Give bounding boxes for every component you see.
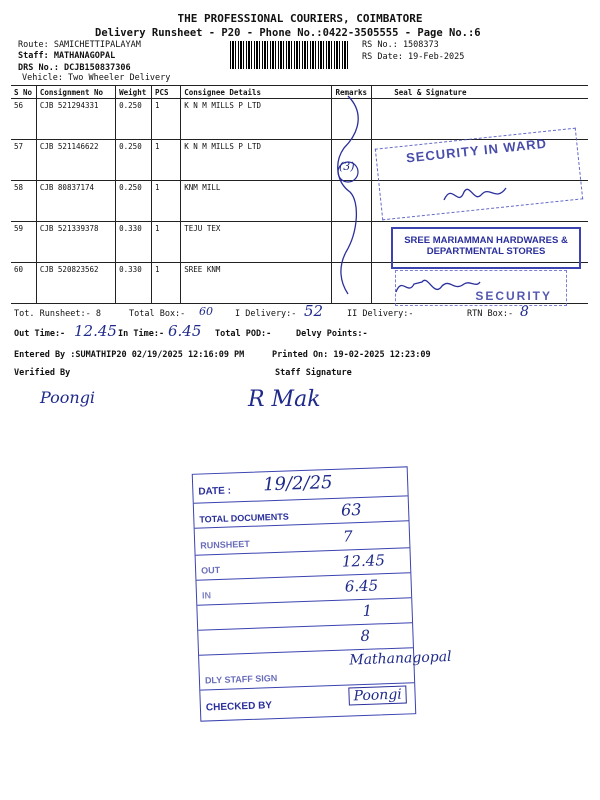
verified-signature: Poongi [40,388,96,407]
stamp-date-label: DATE : [198,485,232,498]
stamp-in-value: 6.45 [344,576,379,596]
cell-pcs: 1 [151,140,180,181]
stamp-out-value: 12.45 [341,551,386,571]
stamp-dly-staff-label: DLY STAFF SIGN [204,672,278,686]
col-pcs: PCS [151,86,180,99]
cell-consignment: CJB 521146622 [36,140,115,181]
receipt-stamp-box [192,466,452,721]
drs-number: DRS No.: DCJB150837306 [18,63,131,73]
stamp-checked-by-label: CHECKED BY [205,700,273,714]
sree-mariamman-stamp [391,227,581,269]
route-label: Route: SAMICHETTIPALAYAM [18,40,141,50]
security-inward-text: SECURITY IN WARD [405,135,548,166]
sree-mariamman-line1: SREE MARIAMMAN HARDWARES & [404,235,568,246]
cell-weight: 0.330 [116,222,152,263]
stamp-out-label: OUT [200,564,221,576]
total-box-hand: 60 [199,305,213,318]
verified-by-label: Verified By [14,368,71,378]
stamp-checked-by-row [200,683,415,722]
staff-signature-label: Staff Signature [275,368,352,378]
col-sno: S No [11,86,36,99]
company-name: THE PROFESSIONAL COURIERS, COIMBATORE [177,12,423,25]
col-consignee: Consignee Details [181,86,332,99]
cell-consignment: CJB 521339378 [36,222,115,263]
stamp-dly-staff-value: Mathanagopal [349,648,452,669]
stamp-total-docs-value: 63 [340,499,362,520]
rtn-box-hand: 8 [520,304,529,320]
ii-delivery-label: II Delivery:- [347,309,414,319]
cell-consignment: CJB 520823562 [36,263,115,304]
sree-mariamman-line2: DEPARTMENTAL STORES [426,246,546,257]
stamp-runsheet-label: RUNSHEET [200,538,250,551]
rs-date: RS Date: 19-Feb-2025 [362,52,465,62]
col-consignment: Consignment No [36,86,115,99]
i-delivery-label: I Delivery:- [235,309,297,319]
rtn-box-label: RTN Box:- [467,309,514,319]
staff-handwritten-signature: R Mak [248,387,321,412]
cell-sno: 57 [11,140,36,181]
cell-pcs: 1 [151,263,180,304]
printed-on: Printed On: 19-02-2025 12:23:09 [272,350,431,360]
barcode [230,41,348,69]
stamp-checked-by-value: Poongi [348,685,407,705]
remarks-handwritten: (3) [339,160,355,173]
cell-consignee: TEJU TEX [181,222,332,263]
col-weight: Weight [116,86,152,99]
remarks-bracket-scribble [330,92,370,297]
total-box-label: Total Box:- [129,309,186,319]
entered-by: Entered By :SUMATHIP20 02/19/2025 12:16:09 PM [14,350,245,360]
table-row [11,99,588,140]
stamp-row6-value: 1 [362,601,373,620]
cell-consignee: KNM MILL [181,181,332,222]
stamp-date-value: 19/2/25 [262,471,333,496]
col-remarks: Remarks [332,86,372,99]
row60-signature-scribble [392,270,482,302]
cell-weight: 0.250 [116,140,152,181]
staff-label: Staff: MATHANAGOPAL [18,51,116,61]
cell-consignment: CJB 521294331 [36,99,115,140]
cell-weight: 0.250 [116,181,152,222]
out-time-label: Out Time:- [14,329,66,339]
tot-runsheet: Tot. Runsheet:- 8 [14,309,101,319]
i-delivery-hand: 52 [304,302,324,320]
security-stamp-text: SECURITY [475,289,552,303]
cell-sno: 59 [11,222,36,263]
in-time-hand: 6.45 [168,322,202,340]
col-seal: Seal & Signature [372,86,588,99]
cell-pcs: 1 [151,222,180,263]
cell-pcs: 1 [151,99,180,140]
stamp-row7-value: 8 [360,626,371,646]
cell-pcs: 1 [151,181,180,222]
in-time-label: In Time:- [118,329,165,339]
rs-number: RS No.: 1508373 [362,40,439,50]
stamp-runsheet-value: 7 [342,527,353,546]
stamp-in-label: IN [201,590,212,601]
cell-consignment: CJB 80837174 [36,181,115,222]
runsheet-title: Delivery Runsheet - P20 - Phone No.:0422-3505555 - Page No.:6 [95,27,481,39]
total-pod-label: Total POD:- [215,329,272,339]
cell-weight: 0.250 [116,99,152,140]
delvy-points-label: Delvy Points:- [296,329,368,339]
out-time-hand: 12.45 [74,322,117,340]
cell-consignee: K N M MILLS P LTD [181,140,332,181]
cell-weight: 0.330 [116,263,152,304]
cell-sno: 58 [11,181,36,222]
cell-sno: 56 [11,99,36,140]
vehicle-label: Vehicle: Two Wheeler Delivery [22,73,171,83]
table-header-row [11,86,588,99]
cell-consignee: SREE KNM [181,263,332,304]
cell-sno: 60 [11,263,36,304]
seal-signature-scribble [440,180,510,210]
cell-consignee: K N M MILLS P LTD [181,99,332,140]
stamp-total-docs-label: TOTAL DOCUMENTS [199,511,289,525]
